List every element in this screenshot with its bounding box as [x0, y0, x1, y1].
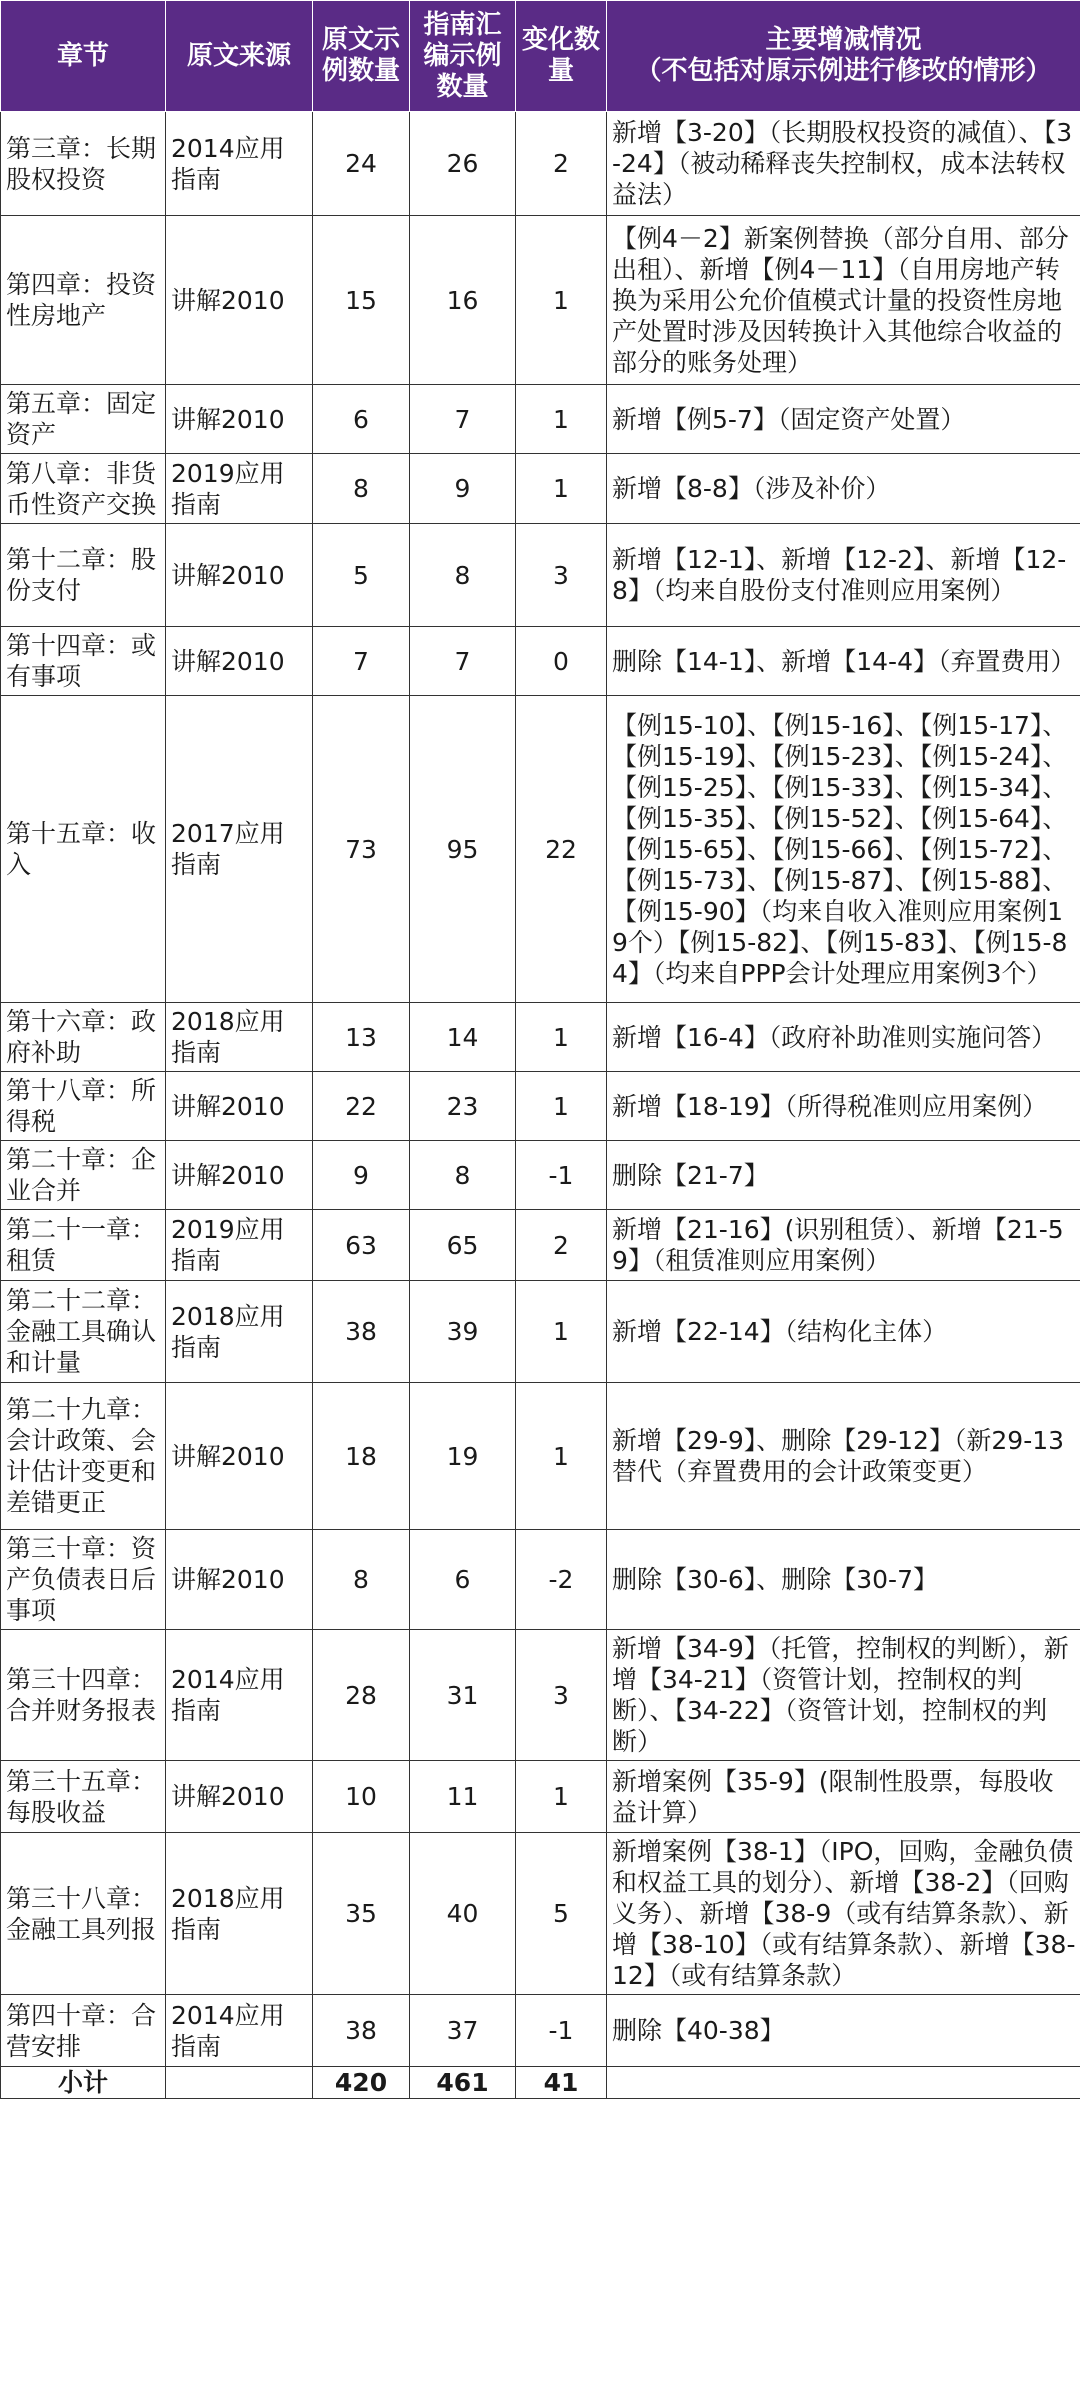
change-detail-cell: 删除【21-7】	[607, 1141, 1080, 1210]
chapter-cell: 第二十章：企业合并	[1, 1141, 166, 1210]
original-count-cell: 28	[313, 1630, 410, 1761]
chapter-cell: 第八章：非货币性资产交换	[1, 454, 166, 524]
source-cell: 2014应用指南	[166, 112, 313, 216]
table-row	[1, 1281, 1080, 1383]
guide-count-cell: 16	[410, 216, 516, 385]
guide-count-cell: 39	[410, 1281, 516, 1383]
table-row	[1, 1003, 1080, 1072]
chapter-cell: 第十五章：收入	[1, 696, 166, 1003]
source-cell: 2017应用指南	[166, 696, 313, 1003]
total-row	[1, 2067, 1080, 2099]
source-cell: 讲解2010	[166, 216, 313, 385]
change-detail-cell: 新增案例【38-1】（IPO，回购，金融负债和权益工具的划分）、新增【38-2】（回购义务）、新增【38-9（或有结算条款）、新增【38-10】（或有结算条款）、新增【38-12】（或有结算条款）	[607, 1833, 1080, 1995]
source-cell: 2019应用指南	[166, 1210, 313, 1281]
table-body	[1, 112, 1080, 2067]
change-detail-cell: 删除【30-6】、删除【30-7】	[607, 1530, 1080, 1630]
table-row	[1, 385, 1080, 454]
original-count-cell: 22	[313, 1072, 410, 1141]
source-cell: 讲解2010	[166, 627, 313, 696]
change-count-cell: -1	[516, 1141, 607, 1210]
table-row	[1, 216, 1080, 385]
guide-count-cell: 40	[410, 1833, 516, 1995]
original-count-cell: 35	[313, 1833, 410, 1995]
chapter-cell: 第三十四章：合并财务报表	[1, 1630, 166, 1761]
original-count-cell: 5	[313, 524, 410, 627]
table-row	[1, 696, 1080, 1003]
table-row	[1, 1383, 1080, 1530]
table-row	[1, 454, 1080, 524]
chapter-cell: 第三十八章：金融工具列报	[1, 1833, 166, 1995]
source-cell: 讲解2010	[166, 385, 313, 454]
header-guide-count-label: 指南汇编示例数量	[423, 9, 502, 102]
change-count-cell: -2	[516, 1530, 607, 1630]
guide-count-cell: 14	[410, 1003, 516, 1072]
table-row	[1, 524, 1080, 627]
guide-count-cell: 7	[410, 627, 516, 696]
header-main-changes	[607, 1, 1080, 112]
original-count-cell: 15	[313, 216, 410, 385]
change-count-cell: 1	[516, 1383, 607, 1530]
change-count-cell: 1	[516, 1072, 607, 1141]
guide-count-cell: 95	[410, 696, 516, 1003]
original-count-cell: 7	[313, 627, 410, 696]
change-count-cell: 0	[516, 627, 607, 696]
change-detail-cell: 新增【例5-7】（固定资产处置）	[607, 385, 1080, 454]
total-detail-empty	[607, 2067, 1080, 2099]
source-cell: 2018应用指南	[166, 1833, 313, 1995]
change-count-cell: 1	[516, 454, 607, 524]
original-count-cell: 8	[313, 1530, 410, 1630]
chapter-cell: 第二十二章：金融工具确认和计量	[1, 1281, 166, 1383]
table-row	[1, 627, 1080, 696]
chapter-cell: 第二十九章：会计政策、会计估计变更和差错更正	[1, 1383, 166, 1530]
change-detail-cell: 【例15-10】、【例15-16】、【例15-17】、【例15-19】、【例15-23】、【例15-24】、【例15-25】、【例15-33】、【例15-34】、【例15-35】、【例15-52】、【例15-64】、【例15-65】、【例15-66】、【例15-72】、【例15-73】、【例15-87】、【例15-88】、【例15-90】（均来自收入准则应用案例19个）【例15-82】、【例15-83】、【例15-84】（均来自PPP会计处理应用案例3个）	[607, 696, 1080, 1003]
header-chapter-label: 章节	[56, 40, 109, 71]
header-source-label: 原文来源	[186, 40, 291, 71]
chapter-cell: 第三十五章：每股收益	[1, 1761, 166, 1833]
change-count-cell: 1	[516, 1761, 607, 1833]
chapter-cell: 第四十章：合营安排	[1, 1995, 166, 2067]
header-change-count-label: 变化数量	[521, 25, 600, 86]
chapter-cell: 第四章：投资性房地产	[1, 216, 166, 385]
change-detail-cell: 【例4－2】新案例替换（部分自用、部分出租）、新增【例4－11】（自用房地产转换为采用公允价值模式计量的投资性房地产处置时涉及因转换计入其他综合收益的部分的账务处理）	[607, 216, 1080, 385]
change-count-cell: 3	[516, 524, 607, 627]
source-cell: 2018应用指南	[166, 1281, 313, 1383]
original-count-cell: 73	[313, 696, 410, 1003]
guide-count-cell: 31	[410, 1630, 516, 1761]
original-count-cell: 10	[313, 1761, 410, 1833]
change-detail-cell: 新增【29-9】、删除【29-12】（新29-13替代（弃置费用的会计政策变更）	[607, 1383, 1080, 1530]
original-count-cell: 63	[313, 1210, 410, 1281]
guide-count-cell: 7	[410, 385, 516, 454]
change-detail-cell: 新增【8-8】（涉及补价）	[607, 454, 1080, 524]
header-original-count-label: 原文示例数量	[321, 25, 400, 86]
chapter-cell: 第三十章：资产负债表日后事项	[1, 1530, 166, 1630]
table-row	[1, 1072, 1080, 1141]
original-count-cell: 18	[313, 1383, 410, 1530]
guide-count-cell: 8	[410, 524, 516, 627]
total-original-count: 420	[313, 2067, 410, 2099]
guide-count-cell: 8	[410, 1141, 516, 1210]
source-cell: 讲解2010	[166, 1383, 313, 1530]
chapter-cell: 第十四章：或有事项	[1, 627, 166, 696]
guide-count-cell: 37	[410, 1995, 516, 2067]
original-count-cell: 6	[313, 385, 410, 454]
chapter-cell: 第十八章：所得税	[1, 1072, 166, 1141]
total-change-count: 41	[516, 2067, 607, 2099]
source-cell: 讲解2010	[166, 1072, 313, 1141]
change-count-cell: 2	[516, 112, 607, 216]
guide-count-cell: 26	[410, 112, 516, 216]
total-guide-count: 461	[410, 2067, 516, 2099]
guide-count-cell: 9	[410, 454, 516, 524]
table-row	[1, 1210, 1080, 1281]
table-row	[1, 1630, 1080, 1761]
change-detail-cell: 删除【14-1】、新增【14-4】（弃置费用）	[607, 627, 1080, 696]
change-count-cell: 2	[516, 1210, 607, 1281]
chapter-cell: 第三章：长期股权投资	[1, 112, 166, 216]
table-row	[1, 1761, 1080, 1833]
change-count-cell: 5	[516, 1833, 607, 1995]
source-cell: 2014应用指南	[166, 1995, 313, 2067]
chapter-cell: 第十六章：政府补助	[1, 1003, 166, 1072]
guide-count-cell: 19	[410, 1383, 516, 1530]
source-cell: 2014应用指南	[166, 1630, 313, 1761]
chapter-cell: 第二十一章：租赁	[1, 1210, 166, 1281]
change-detail-cell: 删除【40-38】	[607, 1995, 1080, 2067]
change-count-cell: 1	[516, 1003, 607, 1072]
header-original-count	[313, 1, 410, 112]
header-change-count	[516, 1, 607, 112]
header-guide-count	[410, 1, 516, 112]
guide-count-cell: 11	[410, 1761, 516, 1833]
table-row	[1, 1995, 1080, 2067]
source-cell: 2018应用指南	[166, 1003, 313, 1072]
guide-count-cell: 6	[410, 1530, 516, 1630]
table-row	[1, 1530, 1080, 1630]
header-main-changes-label: 主要增减情况 （不包括对原示例进行修改的情形）	[635, 25, 1052, 86]
change-detail-cell: 新增【18-19】（所得税准则应用案例）	[607, 1072, 1080, 1141]
change-count-cell: -1	[516, 1995, 607, 2067]
source-cell: 讲解2010	[166, 524, 313, 627]
header-source	[166, 1, 313, 112]
table-row	[1, 112, 1080, 216]
guide-count-cell: 65	[410, 1210, 516, 1281]
total-source-empty	[166, 2067, 313, 2099]
table-row	[1, 1141, 1080, 1210]
change-count-cell: 1	[516, 385, 607, 454]
header-chapter	[1, 1, 166, 112]
change-detail-cell: 新增【3-20】（长期股权投资的减值）、【3-24】（被动稀释丧失控制权，成本法转权益法）	[607, 112, 1080, 216]
change-detail-cell: 新增案例【35-9】(限制性股票，每股收益计算）	[607, 1761, 1080, 1833]
total-label: 小计	[1, 2067, 166, 2099]
change-count-cell: 1	[516, 216, 607, 385]
table-row	[1, 1833, 1080, 1995]
change-count-cell: 22	[516, 696, 607, 1003]
source-cell: 讲解2010	[166, 1530, 313, 1630]
source-cell: 讲解2010	[166, 1141, 313, 1210]
original-count-cell: 8	[313, 454, 410, 524]
change-detail-cell: 新增【12-1】、新增【12-2】、新增【12-8】（均来自股份支付准则应用案例）	[607, 524, 1080, 627]
chapter-cell: 第五章：固定资产	[1, 385, 166, 454]
change-detail-cell: 新增【21-16】(识别租赁）、新增【21-59】（租赁准则应用案例）	[607, 1210, 1080, 1281]
change-detail-cell: 新增【34-9】（托管，控制权的判断），新增【34-21】（资管计划，控制权的判断）、【34-22】（资管计划，控制权的判断）	[607, 1630, 1080, 1761]
source-cell: 2019应用指南	[166, 454, 313, 524]
original-count-cell: 38	[313, 1995, 410, 2067]
chapter-cell: 第十二章：股份支付	[1, 524, 166, 627]
original-count-cell: 38	[313, 1281, 410, 1383]
header-row	[1, 1, 1080, 112]
change-count-cell: 3	[516, 1630, 607, 1761]
change-count-cell: 1	[516, 1281, 607, 1383]
change-detail-cell: 新增【22-14】（结构化主体）	[607, 1281, 1080, 1383]
guide-count-cell: 23	[410, 1072, 516, 1141]
source-cell: 讲解2010	[166, 1761, 313, 1833]
original-count-cell: 24	[313, 112, 410, 216]
original-count-cell: 13	[313, 1003, 410, 1072]
change-detail-cell: 新增【16-4】（政府补助准则实施问答）	[607, 1003, 1080, 1072]
original-count-cell: 9	[313, 1141, 410, 1210]
